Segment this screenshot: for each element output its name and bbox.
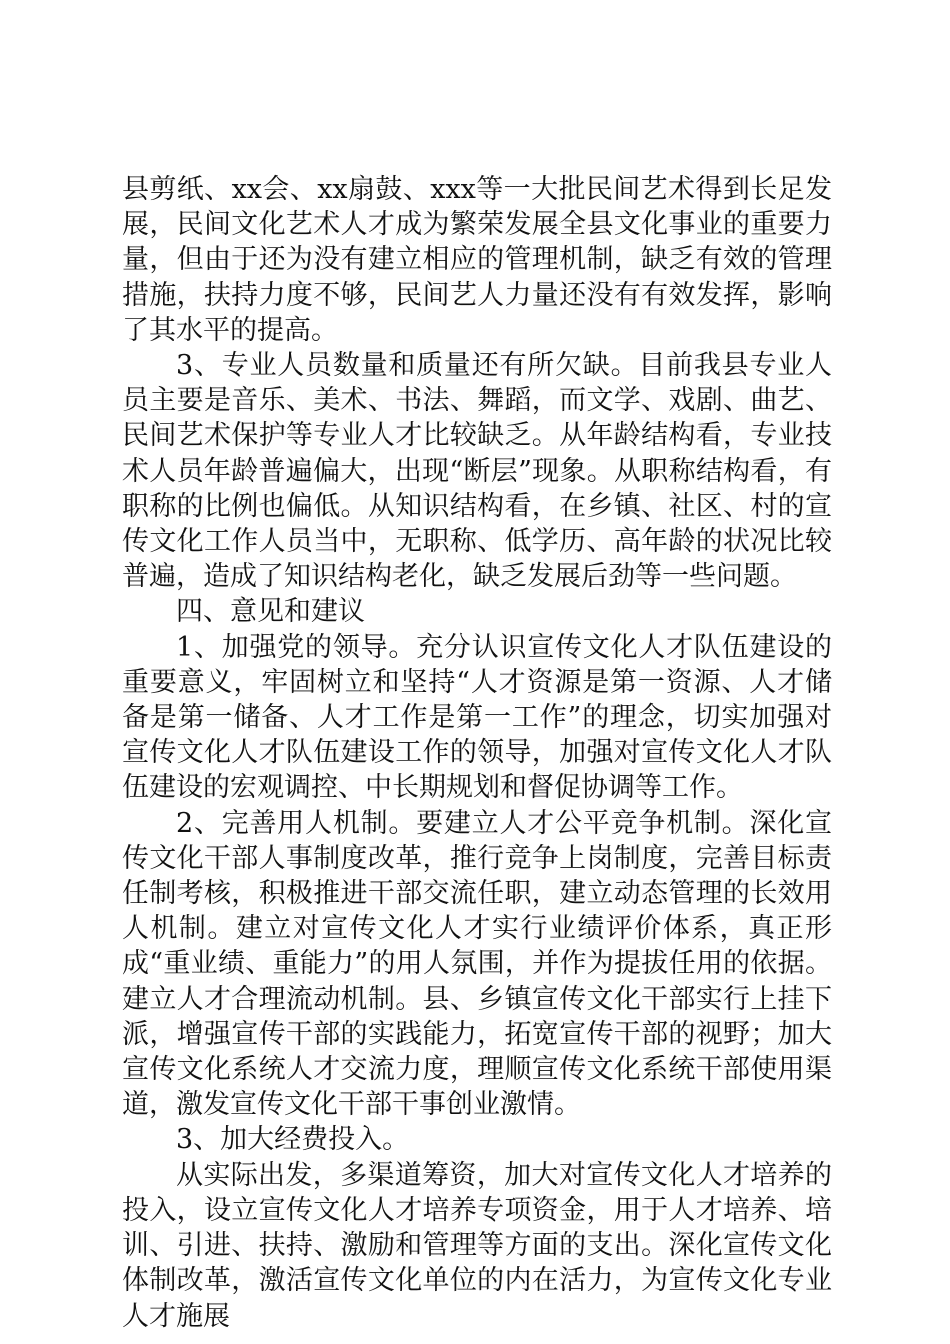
paragraph-funding-heading: 3、加大经费投入。 [176, 1124, 410, 1156]
paragraph-funding-detail: 从实际出发，多渠道筹资，加大对宣传文化人才培养的投入，设立宣传文化人才培养专项资金，用于人才培养、培训、引进、扶持、激励和管理等方面的支出。深化宣传文化体制改革，激活宣传文化单位的内在活力，为宣传文化专业人才施展 [122, 1159, 832, 1332]
paragraph-party-leadership: 1、加强党的领导。充分认识宣传文化人才队伍建设的重要意义，牢固树立和坚持“人才资源是第一资源、人才储备是第一储备、人才工作是第一工作”的理念，切实加强对宣传文化人才队伍建设工作的领导，加强对宣传文化人才队伍建设的宏观调控、中长期规划和督促协调等工作。 [122, 631, 832, 804]
paragraph-staff-shortage: 3、专业人员数量和质量还有所欠缺。目前我县专业人员主要是音乐、美术、书法、舞蹈，而文学、戏剧、曲艺、民间艺术保护等专业人才比较缺乏。从年龄结构看，专业技术人员年龄普遍偏大，出现“断层”现象。从职称结构看，有职称的比例也偏低。从知识结构看，在乡镇、社区、村的宣传文化工作人员当中，无职称、低学历、高年龄的状况比较普遍，造成了知识结构老化，缺乏发展后劲等一些问题。 [122, 350, 832, 593]
paragraph-employment-mechanism: 2、完善用人机制。要建立人才公平竞争机制。深化宣传文化干部人事制度改革，推行竞争上岗制度，完善目标责任制考核，积极推进干部交流任职，建立动态管理的长效用人机制。建立对宣传文化人才实行业绩评价体系，真正形成“重业绩、重能力”的用人氛围，并作为提拔任用的依据。建立人才合理流动机制。县、乡镇宣传文化干部实行上挂下派，增强宣传干部的实践能力，拓宽宣传干部的视野；加大宣传文化系统人才交流力度，理顺宣传文化系统干部使用渠道，激发宣传文化干部干事创业激情。 [122, 807, 832, 1121]
paragraph-folk-art: 县剪纸、xx会、xx扇鼓、xxx等一大批民间艺术得到长足发展，民间文化艺术人才成为繁荣发展全县文化事业的重要力量，但由于还为没有建立相应的管理机制，缺乏有效的管理措施，扶持力度不够，民间艺人力量还没有有效发挥，影响了其水平的提高。 [122, 174, 832, 346]
document-body [122, 172, 832, 1334]
section-heading-suggestions: 四、意见和建议 [176, 596, 365, 628]
